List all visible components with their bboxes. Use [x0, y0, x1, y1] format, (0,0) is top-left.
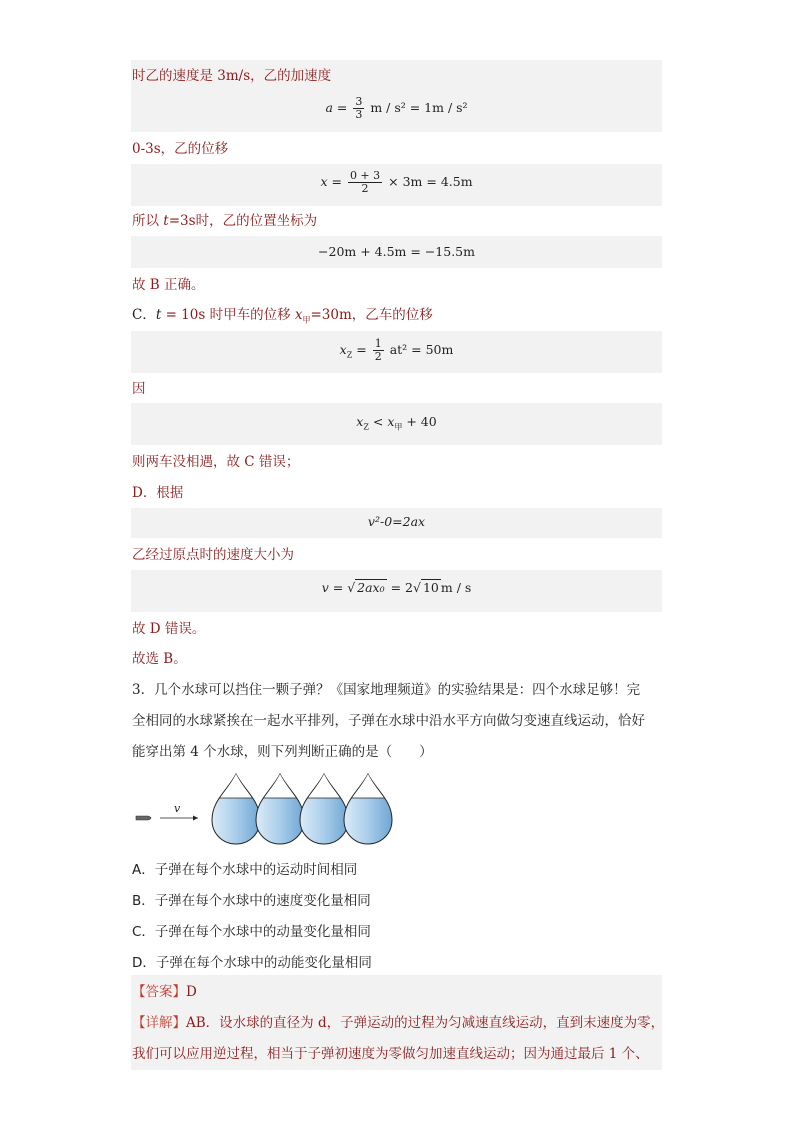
water-balloon-4	[344, 774, 392, 844]
question-line-3: 能穿出第 4 个水球，则下列判断正确的是（ ）	[132, 744, 433, 760]
text-line-1: 时乙的速度是 3m/s，乙的加速度	[132, 68, 332, 84]
text-line-5	[132, 306, 433, 330]
eq7-eq: = 2	[386, 580, 413, 595]
bullet-icon	[136, 816, 151, 820]
detail-text-1: AB．设水球的直径为 d，子弹运动的过程为匀减速直线运动，直到末速度为零，	[186, 1015, 665, 1031]
eq1-fraction	[353, 96, 364, 121]
text-line-9: 乙经过原点时的速度大小为	[132, 547, 294, 563]
velocity-label: v	[174, 802, 181, 815]
line5-sub: 甲	[302, 315, 311, 325]
text-line-8: D．根据	[132, 485, 184, 501]
arrow-right-icon	[160, 816, 198, 821]
eq1-rhs: m / s² = 1m / s²	[370, 100, 468, 115]
balloon-illustration	[132, 770, 402, 850]
equation-acceleration	[131, 96, 662, 121]
eq4-fraction	[373, 338, 384, 363]
option-b: B．子弹在每个水球中的速度变化量相同	[132, 893, 371, 909]
eq2-rhs: × 3m = 4.5m	[388, 174, 473, 189]
detail-line-1	[132, 1014, 664, 1032]
question-line-2: 全相同的水球紧挨在一起水平排列，子弹在水球中沿水平方向做匀变速直线运动，恰好	[132, 713, 645, 729]
eq7-rhs: m / s	[440, 580, 472, 595]
water-balloon-3	[300, 774, 348, 844]
eq2-num: 0 + 3	[349, 169, 381, 182]
eq5-c: + 40	[402, 414, 437, 429]
line3-c: =3s时，乙的位置坐标为	[168, 213, 318, 229]
line5-x: x	[294, 307, 303, 323]
eq4-num: 1	[374, 337, 382, 350]
eq2-den: 2	[361, 182, 369, 195]
line5-c: = 10s 时甲车的位移	[161, 307, 295, 323]
water-balloon-1	[212, 774, 260, 844]
eq1-lhs: a =	[325, 100, 348, 115]
equation-yi-displacement	[131, 338, 662, 363]
question-line-1: 3．几个水球可以挡住一颗子弹？《国家地理频道》的实验结果是：四个水球足够！完	[132, 682, 641, 698]
eq1-den: 3	[355, 108, 363, 121]
eq4-mid: =	[352, 342, 367, 357]
equation-position: −20m + 4.5m = −15.5m	[318, 244, 475, 259]
eq7-root2: 10	[422, 580, 439, 595]
answer-tag: 【答案】	[132, 984, 186, 1000]
text-line-2: 0-3s，乙的位移	[132, 141, 229, 157]
answer-line	[132, 983, 197, 1001]
eq4-den: 2	[374, 350, 382, 363]
eq2-fraction	[348, 170, 382, 195]
line5-t: t	[155, 307, 162, 323]
detail-line-2: 我们可以应用逆过程，相当于子弹初速度为零做匀加速直线运动；因为通过最后 1 个、	[132, 1046, 649, 1062]
text-line-10: 故 D 错误。	[132, 621, 206, 637]
eq1-num: 3	[355, 95, 363, 108]
option-a: A．子弹在每个水球中的运动时间相同	[132, 862, 358, 878]
equation-velocity: v = √ 2ax₀ = 2√ 10 m / s	[321, 580, 472, 595]
line3-t: t	[163, 213, 169, 229]
eq5-sub1: Z	[363, 422, 369, 432]
line3-a: 所以	[132, 213, 164, 229]
water-balloon-2	[256, 774, 304, 844]
eq7-root: 2ax₀	[357, 580, 385, 595]
line5-f: =30m，乙车的位移	[310, 307, 433, 323]
eq7-lhs: v =	[321, 580, 344, 595]
equation-kinematic: v²-0=2ax	[367, 514, 426, 529]
eq2-lhs: x =	[320, 174, 342, 189]
text-line-7: 则两车没相遇，故 C 错误；	[132, 454, 300, 470]
text-line-11: 故选 B。	[132, 651, 187, 667]
text-line-6: 因	[132, 381, 146, 397]
eq4-x: x	[339, 342, 347, 357]
equation-displacement	[131, 170, 662, 195]
text-line-3	[132, 212, 317, 230]
detail-tag: 【详解】	[132, 1015, 186, 1031]
option-c: C．子弹在每个水球中的动量变化量相同	[132, 924, 371, 940]
option-d: D．子弹在每个水球中的动能变化量相同	[132, 955, 372, 971]
eq5-sub2: 甲	[394, 422, 403, 432]
eq4-sub: Z	[346, 350, 353, 360]
eq4-rhs: at² = 50m	[389, 342, 454, 357]
water-balloon-figure	[132, 770, 402, 850]
text-line-4: 故 B 正确。	[132, 277, 205, 293]
eq5-x1: x	[356, 414, 364, 429]
line5-label: C．	[132, 307, 156, 323]
answer-value: D	[186, 984, 197, 1000]
eq5-x2: < x	[368, 414, 395, 429]
equation-inequality	[131, 414, 662, 433]
